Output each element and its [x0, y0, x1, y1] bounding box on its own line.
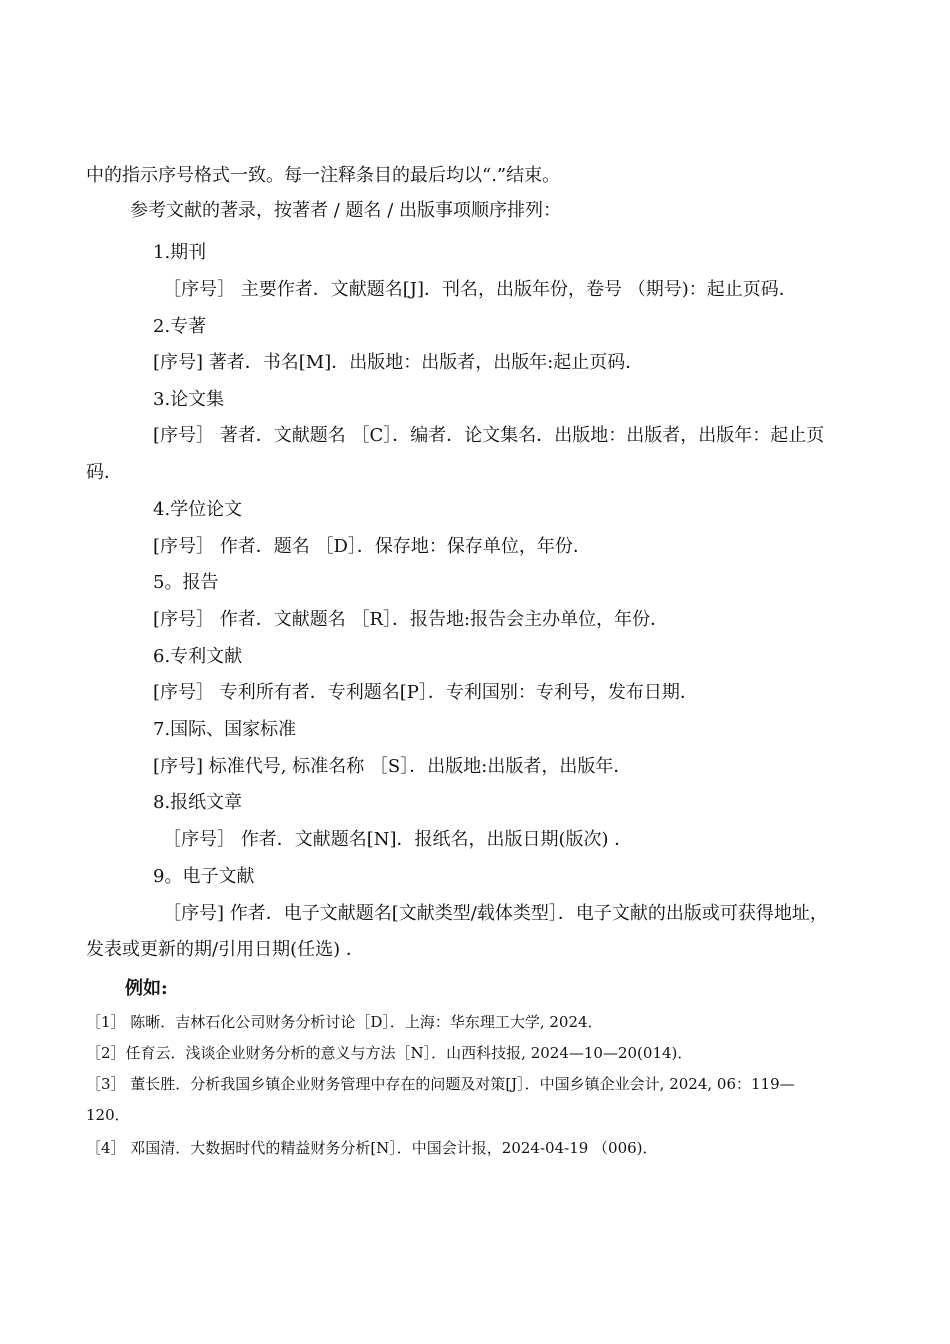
format-heading-patent: 6.专利文献 — [153, 646, 243, 667]
format-template-standard: [序号] 标准代号, 标准名称 ［S］．出版地:出版者，出版年． — [153, 756, 632, 777]
format-heading-proceedings: 3.论文集 — [153, 389, 225, 410]
intro-order-note: 参考文献的著录，按著者 / 题名 / 出版事项顺序排列： — [130, 200, 562, 221]
format-template-proceedings-cont: 码． — [86, 462, 122, 483]
format-heading-report: 5。报告 — [153, 572, 219, 593]
format-template-patent: [序号］ 专利所有者．专利题名[P］．专利国别：专利号，发布日期． — [153, 682, 698, 703]
reference-item: ［1］ 陈晰．吉林石化公司财务分析讨论［D］．上海：华东理工大学, 2024． — [86, 1013, 603, 1031]
format-heading-monograph: 2.专著 — [153, 316, 207, 337]
reference-item: ［4］ 邓国清．大数据时代的精益财务分析[N］．中国会计报，2024-04-19 （006)． — [86, 1139, 658, 1157]
format-template-electronic: ［序号] 作者．电子文献题名[文献类型/载体类型］．电子文献的出版或可获得地址， — [163, 903, 828, 924]
format-template-report: [序号］ 作者．文献题名 ［R］．报告地:报告会主办单位，年份． — [153, 609, 669, 630]
format-heading-electronic: 9。电子文献 — [153, 866, 255, 887]
format-template-thesis: [序号］ 作者．题名 ［D］．保存地：保存单位，年份． — [153, 536, 591, 557]
format-heading-thesis: 4.学位论文 — [153, 499, 243, 520]
reference-item-cont: 120． — [86, 1106, 130, 1124]
format-template-electronic-cont: 发表或更新的期/引用日期(任选) ． — [86, 939, 364, 960]
format-heading-newspaper: 8.报纸文章 — [153, 792, 243, 813]
examples-label: 例如: — [125, 978, 168, 999]
format-template-newspaper: ［序号］ 作者．文献题名[N]．报纸名，出版日期(版次) ． — [163, 829, 633, 850]
reference-item: ［3］ 董长胜．分析我国乡镇企业财务管理中存在的问题及对策[J］．中国乡镇企业会计, 2024, 06：119— — [86, 1075, 795, 1093]
format-template-monograph: [序号] 著者．书名[M]．出版地：出版者，出版年:起止页码． — [153, 352, 644, 373]
intro-continuation: 中的指示序号格式一致。每一注释条目的最后均以“.”结束。 — [86, 165, 561, 186]
reference-item: ［2］任育云．浅谈企业财务分析的意义与方法［N］．山西科技报, 2024—10—20(014)． — [86, 1044, 693, 1062]
format-heading-standard: 7.国际、国家标准 — [153, 719, 297, 740]
format-template-proceedings: [序号］ 著者．文献题名 ［C］．编者．论文集名．出版地：出版者，出版年：起止页 — [153, 425, 825, 446]
format-heading-journal: 1.期刊 — [153, 242, 207, 263]
format-template-journal: ［序号］ 主要作者．文献题名[J]．刊名，出版年份，卷号 （期号)：起止页码． — [163, 279, 797, 300]
